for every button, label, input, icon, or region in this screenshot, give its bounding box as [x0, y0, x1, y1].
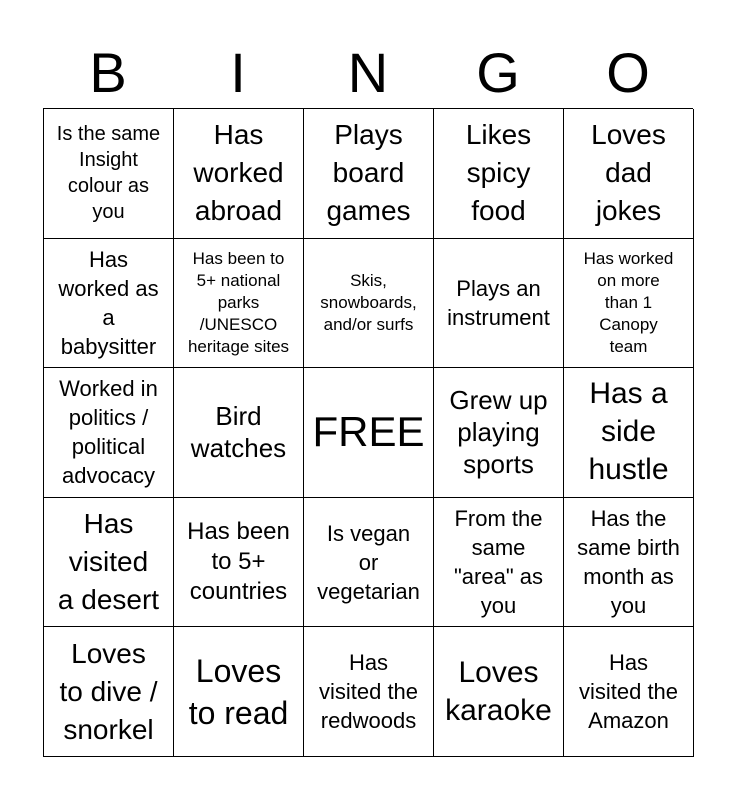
bingo-cell-r4c4[interactable]	[434, 498, 564, 628]
bingo-cell-r3c4[interactable]	[434, 368, 564, 498]
cell-text: Has visited a desert	[57, 508, 160, 616]
bingo-board	[43, 108, 693, 757]
cell-text: Loves dad jokes	[591, 119, 666, 227]
bingo-cell-r1c2[interactable]	[174, 109, 304, 239]
cell-text: Has worked on more than 1 Canopy team	[583, 248, 674, 356]
cell-text: Is vegan or vegetarian	[317, 520, 420, 604]
bingo-header	[43, 38, 693, 108]
cell-text: Loves to read	[188, 652, 289, 731]
cell-text: Has visited the redwoods	[318, 650, 419, 734]
bingo-cell-r5c2[interactable]	[174, 627, 304, 757]
header-letter-i: I	[230, 41, 246, 104]
cell-text: Is the same Insight colour as you	[56, 123, 161, 224]
header-letter-n: N	[347, 41, 389, 104]
bingo-cell-r3c3[interactable]	[304, 368, 434, 498]
bingo-cell-r4c1[interactable]	[44, 498, 174, 628]
cell-text: Has a side hustle	[588, 377, 669, 487]
bingo-cell-r3c2[interactable]	[174, 368, 304, 498]
cell-text: Loves to dive / snorkel	[59, 637, 158, 745]
bingo-cell-r4c5[interactable]	[564, 498, 694, 628]
bingo-cell-r5c5[interactable]	[564, 627, 694, 757]
header-letter-b: B	[89, 41, 127, 104]
header-letter-g: G	[476, 41, 520, 104]
bingo-cell-r1c3[interactable]	[304, 109, 434, 239]
bingo-cell-r2c3[interactable]	[304, 239, 434, 369]
cell-text: Plays board games	[326, 119, 411, 227]
cell-text: Has worked abroad	[193, 119, 284, 227]
bingo-cell-r3c5[interactable]	[564, 368, 694, 498]
bingo-cell-r2c1[interactable]	[44, 239, 174, 369]
cell-text: Has been to 5+ national parks /UNESCO heritage sites	[187, 248, 290, 356]
bingo-cell-r2c4[interactable]	[434, 239, 564, 369]
cell-text: Has the same birth month as you	[577, 506, 680, 619]
cell-text: Has visited the Amazon	[578, 650, 679, 734]
bingo-cell-r5c3[interactable]	[304, 627, 434, 757]
bingo-cell-r2c2[interactable]	[174, 239, 304, 369]
cell-text: Bird watches	[190, 401, 287, 464]
cell-text: Grew up playing sports	[449, 385, 548, 480]
header-letter-o: O	[606, 41, 650, 104]
cell-text: Loves karaoke	[445, 655, 552, 727]
cell-text: Worked in politics / political advocacy	[59, 376, 158, 489]
bingo-cell-r5c4[interactable]	[434, 627, 564, 757]
bingo-cell-r2c5[interactable]	[564, 239, 694, 369]
cell-text: From the same "area" as you	[454, 506, 543, 619]
bingo-cell-r3c1[interactable]	[44, 368, 174, 498]
bingo-cell-r1c1[interactable]	[44, 109, 174, 239]
cell-text: Has been to 5+ countries	[187, 518, 290, 606]
cell-text: Has worked as a babysitter	[58, 246, 159, 359]
bingo-cell-r4c3[interactable]	[304, 498, 434, 628]
cell-text: Likes spicy food	[465, 119, 532, 227]
bingo-cell-r4c2[interactable]	[174, 498, 304, 628]
free-space: FREE	[312, 408, 425, 456]
cell-text: Plays an instrument	[447, 275, 550, 330]
cell-text: Skis, snowboards, and/or surfs	[320, 270, 417, 334]
bingo-cell-r1c4[interactable]	[434, 109, 564, 239]
bingo-cell-r1c5[interactable]	[564, 109, 694, 239]
bingo-cell-r5c1[interactable]	[44, 627, 174, 757]
